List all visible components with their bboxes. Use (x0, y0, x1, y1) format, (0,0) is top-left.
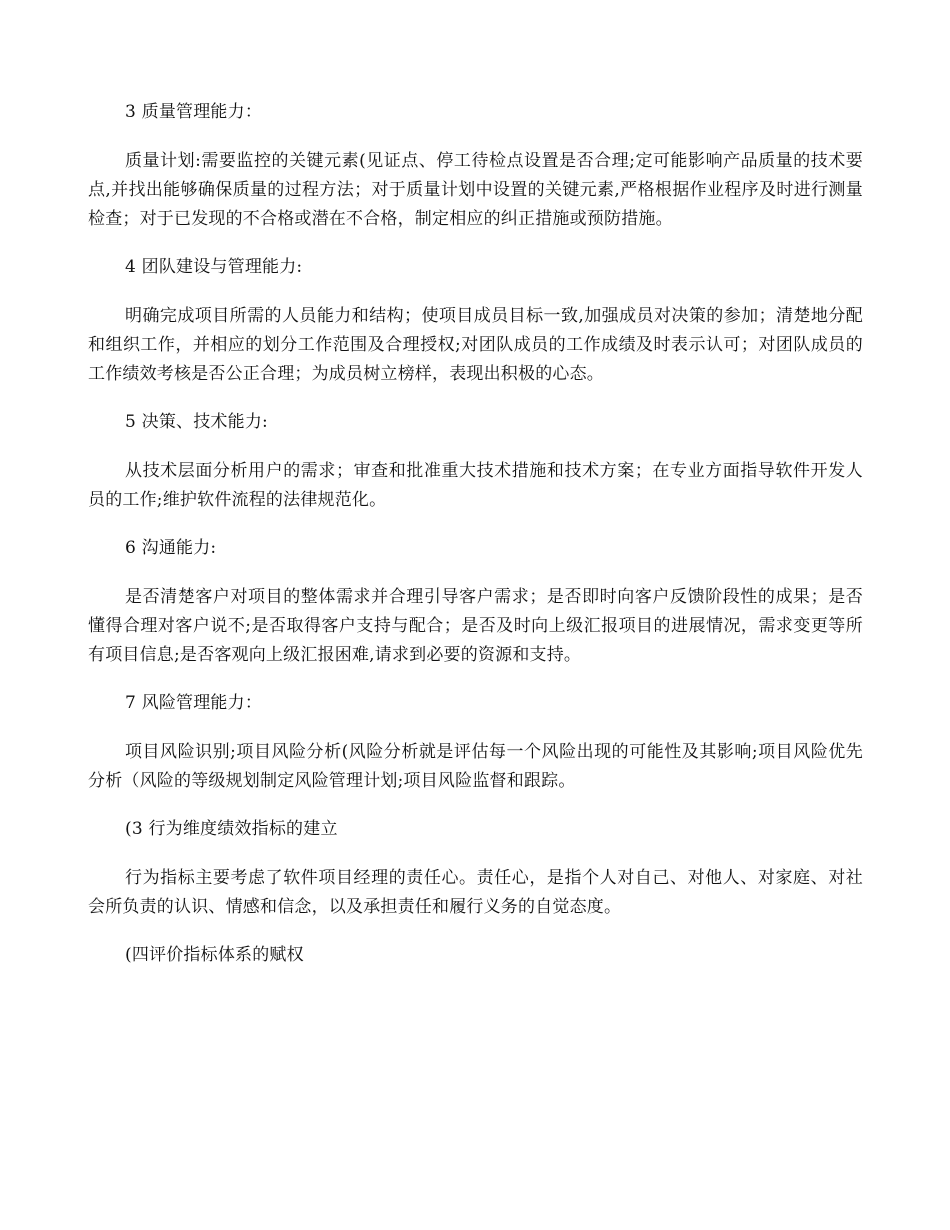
paragraph-quality-plan: 质量计划:需要监控的关键元素(见证点、停工待检点设置是否合理;定可能影响产品质量的技术要点,并找出能够确保质量的过程方法；对于质量计划中设置的关键元素,严格根据作业程序及时进行测量检查；对于已发现的不合格或潜在不合格，制定相应的纠正措施或预防措施。 (88, 151, 863, 229)
section-heading-risk-management: 7 风险管理能力： (125, 693, 263, 713)
paragraph-behavior-indicators: 行为指标主要考虑了软件项目经理的责任心。责任心，是指个人对自己、对他人、对家庭、对社会所负责的认识、情感和信念，以及承担责任和履行义务的自觉态度。 (88, 868, 863, 917)
document-body (88, 98, 863, 990)
section-heading-team-building: 4 团队建设与管理能力: (125, 257, 303, 277)
paragraph-risk-management: 项目风险识别;项目风险分析(风险分析就是评估每一个风险出现的可能性及其影响;项目风险优先分析（风险的等级规划制定风险管理计划;项目风险监督和跟踪。 (88, 742, 863, 791)
section-heading-behavior-indicators: (3 行为维度绩效指标的建立 (125, 819, 338, 839)
paragraph-communication: 是否清楚客户对项目的整体需求并合理引导客户需求；是否即时向客户反馈阶段性的成果；是否懂得合理对客户说不;是否取得客户支持与配合；是否及时向上级汇报项目的进展情况，需求变更等所有项目信息;是否客观向上级汇报困难,请求到必要的资源和支持。 (88, 587, 863, 665)
section-heading-communication: 6 沟通能力: (125, 538, 217, 558)
section-heading-decision-technical: 5 决策、技术能力: (125, 412, 268, 432)
section-heading-quality-management: 3 质量管理能力： (125, 102, 263, 122)
paragraph-team-building: 明确完成项目所需的人员能力和结构；使项目成员目标一致,加强成员对决策的参加；清楚地分配和组织工作，并相应的划分工作范围及合理授权;对团队成员的工作成绩及时表示认可；对团队成员的工作绩效考核是否公正合理；为成员树立榜样，表现出积极的心态。 (88, 306, 863, 384)
section-heading-weighting: (四评价指标体系的赋权 (125, 945, 304, 965)
paragraph-decision-technical: 从技术层面分析用户的需求；审查和批准重大技术措施和技术方案；在专业方面指导软件开发人员的工作;维护软件流程的法律规范化。 (88, 461, 863, 510)
